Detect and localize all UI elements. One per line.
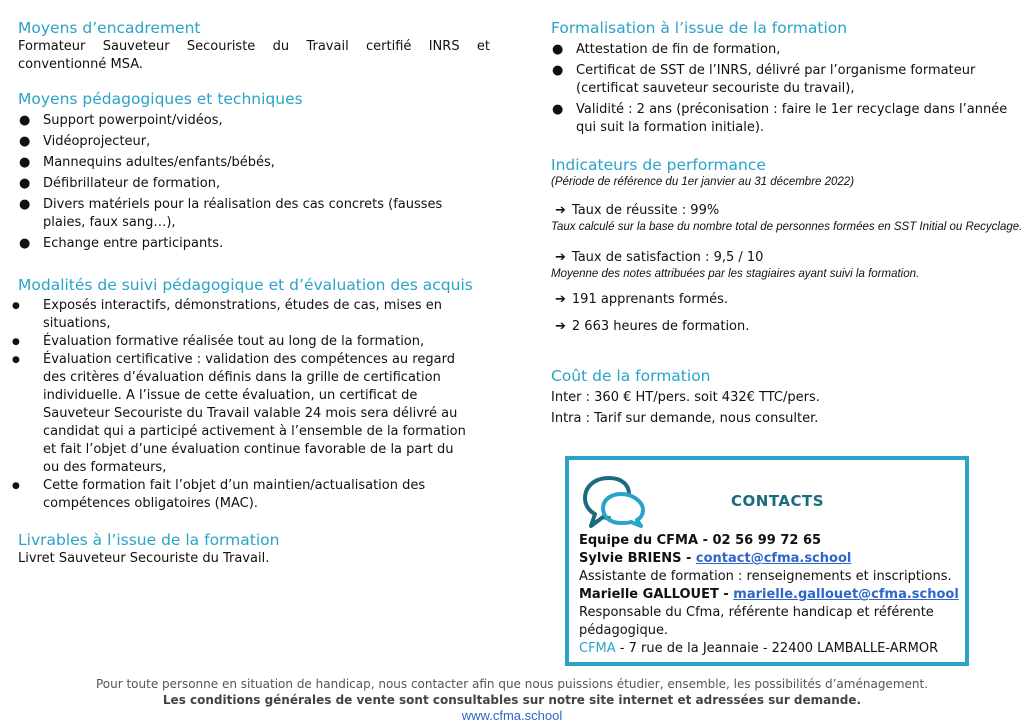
formalisation-list [551, 41, 1021, 137]
address-line: CFMA - 7 rue de la Jeannaie - 22400 LAMBALLE-ARMOR [579, 641, 939, 656]
list-item: ● Défibrillateur de formation, [19, 176, 221, 191]
cout-intra: Intra : Tarif sur demande, nous consulter. [551, 411, 819, 426]
satisfaction-indicator: ➔ Taux de satisfaction : 9,5 / 10 [555, 250, 764, 265]
pedagogiques-title: Moyens pédagogiques et techniques [18, 90, 303, 108]
list-item: ● Vidéoprojecteur, [19, 134, 151, 149]
footer-website-link[interactable]: www.cfma.school [461, 708, 563, 723]
sylvie-role: Assistante de formation : renseignements et inscriptions. [579, 569, 952, 584]
arrow-right-icon: ➔ [555, 292, 566, 307]
livrables-section [18, 530, 490, 568]
pedagogiques-section [18, 89, 490, 253]
arrow-right-icon: ➔ [555, 250, 566, 265]
contacts-box [565, 456, 969, 666]
list-item: ● Mannequins adultes/enfants/bébés, [19, 155, 275, 170]
contacts-title: CONTACTS [731, 492, 825, 510]
contacts-details [579, 532, 959, 658]
list-item: ● Exposés interactifs, démonstrations, études de cas, mises en situations, [12, 298, 442, 331]
footer-handicap: Pour toute personne en situation de handicap, nous contacter afin que nous puissions étudier, ensemble, les possibilités d’aménagement. [95, 677, 929, 691]
sylvie-line: Sylvie BRIENS - contact@cfma.school [579, 551, 852, 566]
list-item: ● Attestation de fin de formation, [552, 42, 781, 57]
encadrement-text: Formateur Sauveteur Secouriste du Travail certifié INRS et conventionné MSA. [18, 39, 490, 72]
encadrement-section [18, 18, 490, 74]
livrables-text: Livret Sauveteur Secouriste du Travail. [18, 551, 270, 566]
suivi-section [12, 275, 490, 513]
indicateurs-period: (Période de référence du 1er janvier au 31 décembre 2022) [551, 176, 855, 188]
marielle-role: Responsable du Cfma, référente handicap et référente pédagogique. [579, 605, 934, 638]
indicateurs-section [551, 155, 1023, 336]
footer-conditions: Les conditions générales de vente sont consultables sur notre site internet et adressées sur demande. [162, 693, 862, 707]
equipe-line: Equipe du CFMA - 02 56 99 72 65 [579, 533, 822, 548]
encadrement-title: Moyens d’encadrement [18, 19, 201, 37]
reussite-note: Taux calculé sur la base du nombre total de personnes formées en SST Initial ou Recyclage. [551, 221, 1023, 233]
list-item: ● Support powerpoint/vidéos, [19, 113, 223, 128]
arrow-right-icon: ➔ [555, 319, 566, 334]
apprenants-indicator: ➔ 191 apprenants formés. [555, 292, 729, 307]
suivi-title: Modalités de suivi pédagogique et d’évaluation des acquis [18, 276, 473, 294]
list-item: ● Echange entre participants. [19, 236, 224, 251]
satisfaction-note: Moyenne des notes attribuées par les stagiaires ayant suivi la formation. [551, 268, 920, 280]
speech-bubbles-icon [579, 472, 649, 530]
livrables-title: Livrables à l’issue de la formation [18, 531, 280, 549]
suivi-list [12, 297, 473, 513]
indicateurs-title: Indicateurs de performance [551, 156, 766, 174]
list-item: ● Évaluation formative réalisée tout au long de la formation, [12, 334, 425, 349]
cout-section [551, 366, 1021, 428]
sylvie-email-link[interactable]: contact@cfma.school [695, 551, 852, 566]
list-item: ● Évaluation certificative : validation des compétences au regard des critères d’évaluation définis dans la grille de certification individuelle. A l’issue de cette évaluation, un certificat de Sauveteur Secouriste du Travail valable 24 mois sera délivré au candidat qui a participé activement à l’ensemble de la formation et fait l’objet d’une évaluation continue favorable de la part du ou des formateurs, [12, 352, 466, 475]
pedagogiques-list [18, 112, 490, 253]
cout-title: Coût de la formation [551, 367, 711, 385]
reussite-indicator: ➔ Taux de réussite : 99% [555, 203, 720, 218]
list-item: ● Certificat de SST de l’INRS, délivré par l’organisme formateur (certificat sauveteur secouriste du travail), [552, 63, 976, 96]
list-item: ● Validité : 2 ans (préconisation : faire le 1er recyclage dans l’année qui suit la formation initiale). [552, 102, 1008, 135]
list-item: ● Cette formation fait l’objet d’un maintien/actualisation des compétences obligatoires (MAC). [12, 478, 426, 511]
heures-indicator: ➔ 2 663 heures de formation. [555, 319, 750, 334]
list-item: ● Divers matériels pour la réalisation des cas concrets (fausses plaies, faux sang…), [19, 197, 443, 230]
marielle-email-link[interactable]: marielle.gallouet@cfma.school [733, 587, 959, 602]
formalisation-section [551, 18, 1021, 137]
formalisation-title: Formalisation à l’issue de la formation [551, 19, 848, 37]
arrow-right-icon: ➔ [555, 203, 566, 218]
cout-inter: Inter : 360 € HT/pers. soit 432€ TTC/pers. [551, 390, 820, 405]
marielle-line: Marielle GALLOUET - marielle.gallouet@cfma.school [579, 587, 959, 602]
